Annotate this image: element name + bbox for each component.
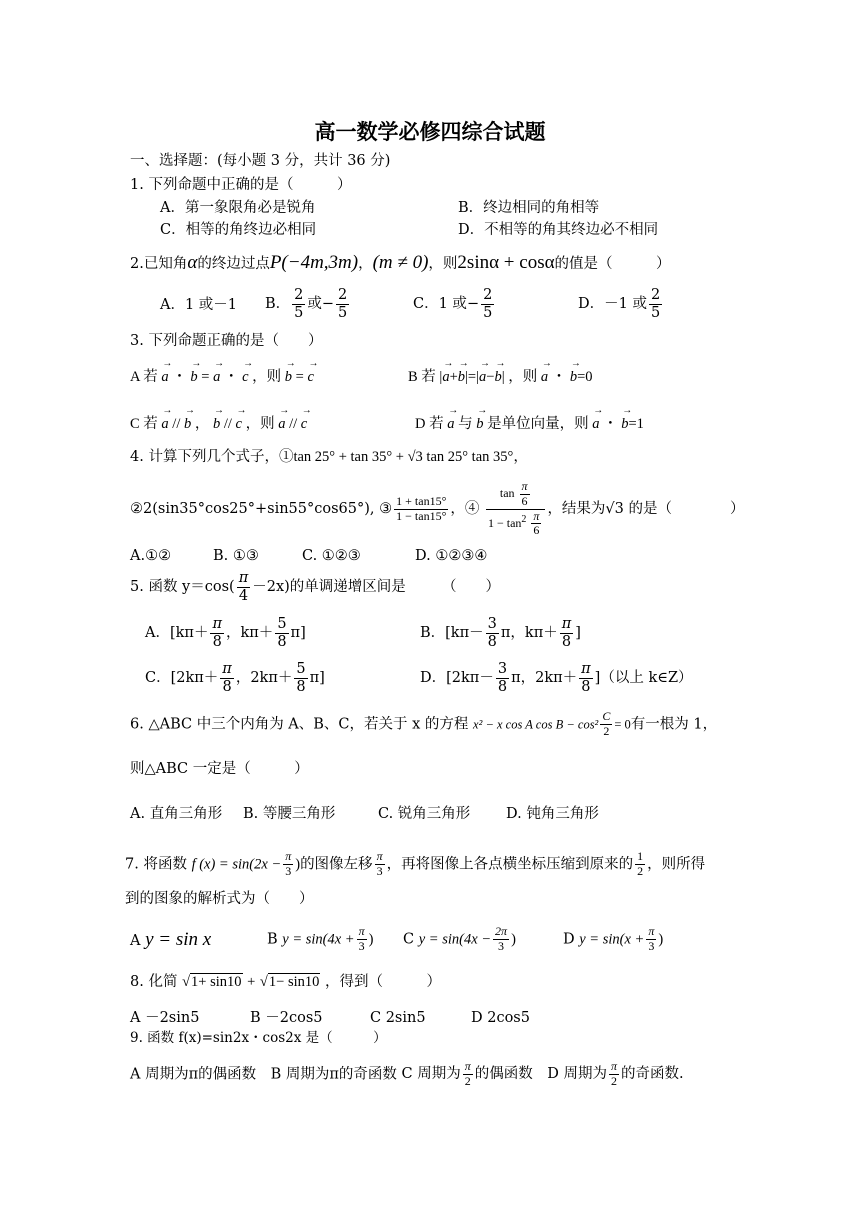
q5-stem: 5. 函数 y＝cos( $\frac{\pi}{4}$ －2x)的单调递增区间是 （ ） (130, 570, 501, 604)
q3-option-a: A 若 → a ・ → b = → a ・ → c ，则 → b = → c (130, 370, 314, 385)
q6-option-c: C. 锐角三角形 (378, 806, 471, 822)
q2-stem-b: 的终边过点 (197, 256, 270, 272)
q6-option-b: B. 等腰三角形 (243, 806, 336, 822)
q6-stem-2: 则△ABC 一定是（ ） (130, 761, 309, 777)
q2-point: P(−4m,3m) (269, 252, 359, 273)
q1-option-d: D．不相等的角其终边必不相同 (458, 222, 659, 238)
q4-option-b: B. ①③ (213, 548, 259, 564)
q2-option-a: A．1 或－1 (160, 297, 238, 313)
q6-stem: 6. △ABC 中三个内角为 A、B、C，若关于 x 的方程 x² − x cos A cos B − cos² $\frac{C}{2}$ = 0有一根为 1， (130, 709, 718, 738)
q3-option-c: C 若 → a // → b ， → b // → c ，则 → a // → c (130, 417, 307, 432)
q6-option-d: D. 钝角三角形 (506, 806, 599, 822)
q2-option-b: B． $\frac{2}{5}$ 或− $\frac{2}{5}$ (265, 287, 348, 321)
q9-stem: 9. 函数 f(x)=sin2x・cos2x 是（ ） (130, 1030, 387, 1046)
q1-option-a: A．第一象限角必是锐角 (160, 200, 316, 216)
q2-option-d: D．－1 或 $\frac{2}{5}$ (578, 287, 661, 321)
q3-option-d: D 若 → a 与 → b 是单位向量，则 → a ・ → b=1 (415, 417, 644, 432)
q4-tail: ，结果为√3 的是（ ） (547, 501, 745, 518)
q7-stem-2: 到的图象的解析式为（ ） (125, 891, 314, 907)
q8-stem: 8. 化简 √1+ sin10 + √1− sin10 ，得到（ ） (130, 974, 441, 990)
q1-option-b: B．终边相同的角相等 (458, 200, 600, 216)
q5-option-c: C．[2kπ＋ $\frac{\pi}{8}$ ，2kπ＋ $\frac{5}{8}$ π] (145, 661, 325, 695)
q9-option-c: C 周期为 $\frac{\pi}{2}$ 的偶函数 (401, 1059, 533, 1088)
q2-stem-d: 的值是（ ） (554, 256, 671, 272)
q2-expression: 2sinα + cosα (457, 252, 555, 273)
q2-fraction: $\frac{2}{5}$ (650, 287, 661, 321)
section-heading: 一、选择题：(每小题 3 分，共计 36 分) (130, 153, 391, 169)
q9-option-a: A 周期为π的偶函数 (130, 1066, 257, 1083)
q4-expressions: ②2(sin35°cos25°+sin55°cos65°), ③ $\frac{1 + \tan 15^\circ}{1 - \tan 15^\circ}$ ，④ tan $\frac{\pi}{6}$ $1 - \tan^2$ $\frac{\pi}{6}$ ，结果为√3 的是（ ） (130, 479, 745, 538)
q2-stem-c: ，则 (428, 256, 458, 272)
q2-stem: 2.已知角α的终边过点P(−4m,3m)，(m ≠ 0)，则2sinα + cosα的值是（ ） (130, 252, 671, 273)
q4-expr-2: ②2(sin35°cos25°+sin55°cos65°), ③ (130, 501, 393, 518)
q7-option-a: A y = sin x (130, 929, 212, 950)
q7-option-c: C y = sin(4x − $\frac{2\pi}{3}$ ) (403, 924, 516, 953)
q8-option-d: D 2cos5 (471, 1010, 530, 1026)
q2-fraction: $\frac{2}{5}$ (294, 287, 304, 321)
q2-fraction: $\frac{2}{5}$ (338, 287, 348, 321)
q3-option-b: B 若 |→ a+→ b|=|→ a−→ b| ，则 → a ・ → b=0 (408, 370, 593, 385)
q4-expr-1: tan 25° + tan 35° + √3 tan 25° tan 35°， (293, 449, 528, 465)
page-title: 高一数学必修四综合试题 (314, 119, 546, 144)
q4-option-c: C. ①②③ (302, 548, 361, 564)
q4-expr-4: tan $\frac{\pi}{6}$ $1 - \tan^2$ $\frac{\pi}{6}$ (486, 480, 545, 538)
q9-option-d: D 周期为 $\frac{\pi}{2}$ 的奇函数. (547, 1059, 684, 1088)
q4-option-d: D. ①②③④ (415, 548, 488, 564)
q9-option-b: B 周期为π的奇函数 (270, 1066, 397, 1083)
q8-option-c: C 2sin5 (370, 1010, 426, 1026)
q7-stem: 7. 将函数 f (x) = sin(2x − $\frac{\pi}{3}$ )的图像左移 $\frac{\pi}{3}$ ，再将图像上各点横坐标压缩到原来的 $\frac{1}{2}$ ，则所得 (125, 849, 706, 878)
q4-expr-3: $\frac{1 + \tan 15^\circ}{1 - \tan 15^\circ}$ (396, 493, 447, 523)
q1-option-c: C．相等的角终边必相同 (160, 222, 317, 238)
q4-option-a: A.①② (130, 548, 172, 564)
q7-option-d: D y = sin(x + $\frac{\pi}{3}$ ) (563, 924, 664, 953)
q3-stem: 3. 下列命题正确的是（ ） (130, 333, 323, 349)
q2-condition: (m ≠ 0) (372, 252, 429, 273)
q8-option-b: B －2cos5 (250, 1010, 323, 1026)
q2-fraction: $\frac{2}{5}$ (483, 287, 493, 321)
q4-stem: 4. 计算下列几个式子，①tan 25° + tan 35° + √3 tan 25° tan 35°， (130, 449, 528, 465)
q5-option-d: D．[2kπ－ $\frac{3}{8}$ π，2kπ＋ $\frac{\pi}{8}$ ]（以上 k∈Z） (420, 661, 693, 695)
q7-option-b: B y = sin(4x + $\frac{\pi}{3}$ ) (267, 924, 374, 953)
q6-option-a: A. 直角三角形 (130, 806, 223, 822)
q2-alpha: α (187, 252, 198, 273)
q2-stem-a: 2.已知角 (130, 256, 188, 272)
q8-option-a: A －2sin5 (130, 1010, 200, 1026)
q2-option-c: C．1 或− $\frac{2}{5}$ (413, 287, 493, 321)
q5-option-b: B．[kπ－ $\frac{3}{8}$ π，kπ＋ $\frac{\pi}{8}$ ] (420, 616, 581, 650)
q9-options (130, 1060, 684, 1089)
q5-option-a: A．[kπ＋ $\frac{\pi}{8}$ ，kπ＋ $\frac{5}{8}$ π] (145, 616, 306, 650)
q1-stem: 1. 下列命题中正确的是（ ） (130, 177, 352, 193)
